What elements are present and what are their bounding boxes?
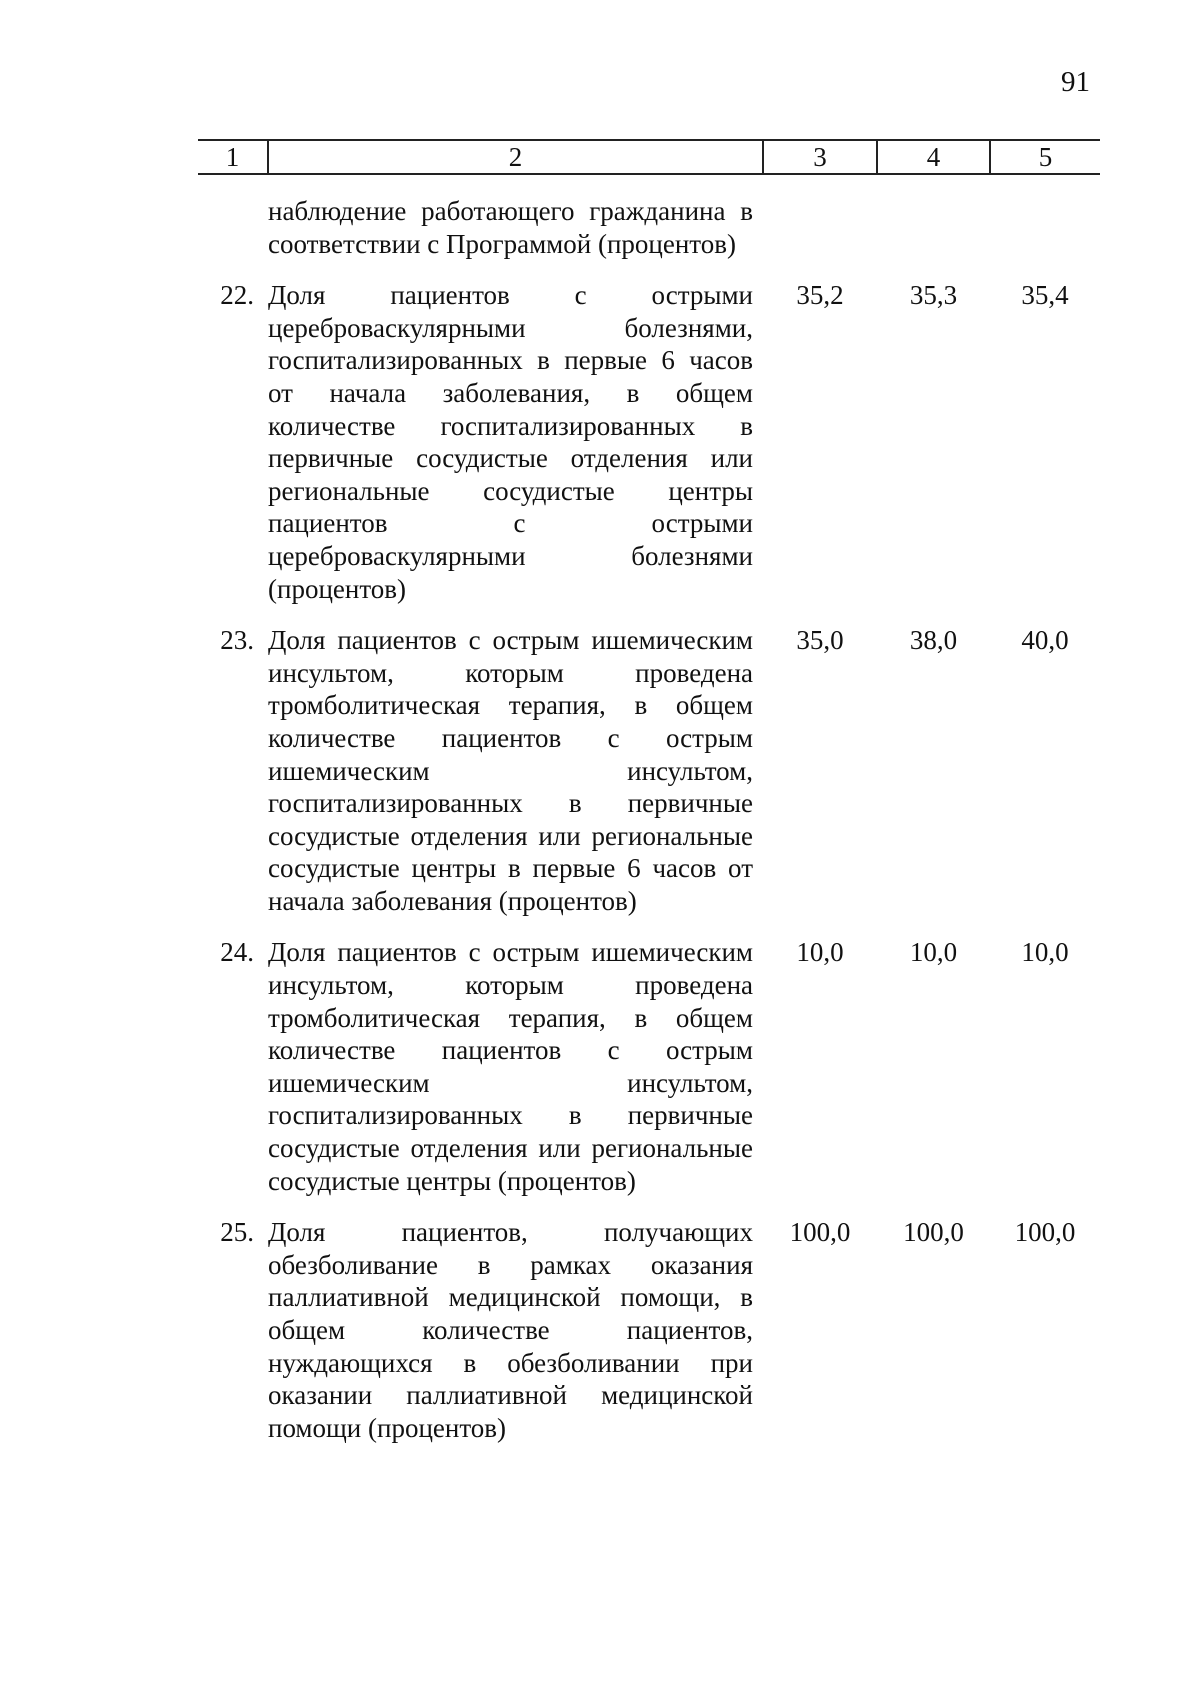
- column-header-2: 2: [268, 140, 763, 174]
- table-row-continuation: [198, 174, 1100, 260]
- table-row: [198, 260, 1100, 605]
- row-description: Доля пациентов с острыми цереброваскулярными болезнями, госпитализированных в первые 6 часов от начала заболевания, в общем количестве госпитализированных в первичные сосудистые отделения или региональные сосудистые центры пациентов с острыми цереброваскулярными болезнями (процентов): [268, 280, 753, 604]
- row-number: 22.: [220, 280, 254, 311]
- value-col-5: 40,0: [1021, 625, 1069, 656]
- row-number: 25.: [220, 1217, 254, 1248]
- indicator-table: [198, 139, 1100, 1444]
- value-col-3: 35,0: [796, 625, 844, 656]
- table-row: [198, 1197, 1100, 1444]
- value-col-3: 35,2: [796, 280, 844, 311]
- value-col-5: 35,4: [1021, 280, 1069, 311]
- column-header-4: 4: [877, 140, 990, 174]
- value-col-4: 38,0: [909, 625, 958, 656]
- continuation-text: наблюдение работающего гражданина в соответствии с Программой (процентов): [268, 196, 753, 259]
- row-number: 24.: [220, 937, 254, 968]
- column-header-3: 3: [763, 140, 877, 174]
- row-description: Доля пациентов, получающих обезболивание в рамках оказания паллиативной медицинской помощи, в общем количестве пациентов, нуждающихся в обезболивании при оказании паллиативной медицинской помощи (процентов): [268, 1217, 753, 1443]
- value-col-3: 100,0: [789, 1217, 851, 1248]
- value-col-5: 100,0: [1014, 1217, 1076, 1248]
- table-row: [198, 605, 1100, 917]
- column-header-5: 5: [990, 140, 1100, 174]
- table-header: [198, 140, 1100, 174]
- column-header-1: 1: [198, 140, 268, 174]
- row-description: Доля пациентов с острым ишемическим инсультом, которым проведена тромболитическая терапия, в общем количестве пациентов с острым ишемическим инсультом, госпитализированных в первичные сосудистые отделения или региональные сосудистые центры (процентов): [268, 937, 753, 1196]
- page-number: 91: [1061, 66, 1090, 98]
- value-col-4: 10,0: [909, 937, 958, 968]
- row-description: Доля пациентов с острым ишемическим инсультом, которым проведена тромболитическая терапия, в общем количестве пациентов с острым ишемическим инсультом, госпитализированных в первичные сосудистые отделения или региональные сосудистые центры в первые 6 часов от начала заболевания (процентов): [268, 625, 753, 916]
- value-col-4: 100,0: [903, 1217, 964, 1248]
- row-number: 23.: [220, 625, 254, 656]
- value-col-4: 35,3: [909, 280, 958, 311]
- table-row: [198, 917, 1100, 1197]
- value-col-5: 10,0: [1021, 937, 1069, 968]
- value-col-3: 10,0: [796, 937, 844, 968]
